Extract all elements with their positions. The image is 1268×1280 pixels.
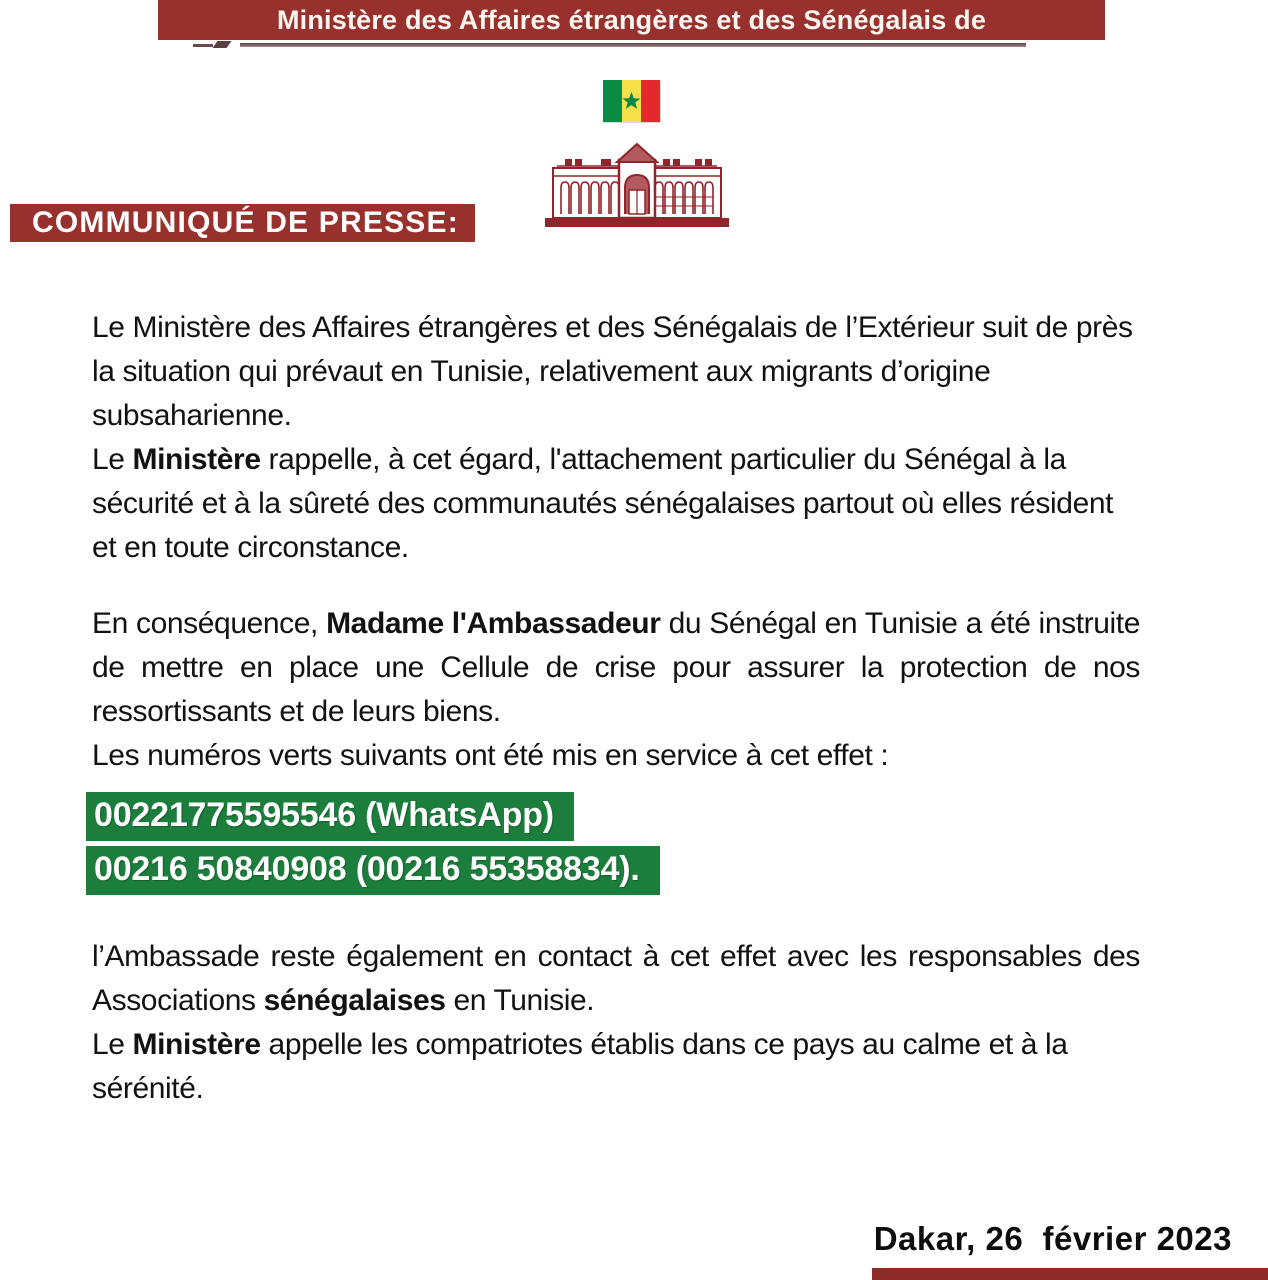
press-release-body <box>92 306 1140 1111</box>
paragraph-ambassade-contact: l’Ambassade reste également en contact à cet effet avec les responsables des Associations sénégalaises en Tunisie. <box>92 940 1140 1017</box>
ministry-building-icon <box>543 142 731 228</box>
paragraph-rappel: Le Ministère rappelle, à cet égard, l'attachement particulier du Sénégal à la sécurité et à la sûreté des communautés sénégalaises partout où elles résident et en toute circonstance. <box>92 443 1114 564</box>
banner-underline-fragment <box>193 44 213 47</box>
press-release-label <box>10 204 475 242</box>
paragraph-numeros-verts-intro: Les numéros verts suivants ont été mis en service à cet effet : <box>92 739 889 772</box>
banner-underline-fragment <box>213 41 232 48</box>
hotline-whatsapp: 00221775595546 (WhatsApp) <box>86 792 574 841</box>
ministry-banner <box>158 0 1105 40</box>
hotline-numbers <box>86 792 1140 895</box>
banner-underline <box>240 43 1026 47</box>
senegal-flag-icon <box>603 80 660 122</box>
paragraph-situation: Le Ministère des Affaires étrangères et des Sénégalais de l’Extérieur suit de près la situation qui prévaut en Tunisie, relativement aux migrants d’origine subsaharienne. <box>92 311 1133 432</box>
hotline-tunisia: 00216 50840908 (00216 55358834). <box>86 846 660 895</box>
footer-red-bar <box>872 1268 1268 1280</box>
ministry-banner-title: Ministère des Affaires étrangères et des Sénégalais de <box>276 5 987 35</box>
paragraph-appel-au-calme: Le Ministère appelle les compatriotes établis dans ce pays au calme et à la sérénité. <box>92 1028 1068 1105</box>
paragraph-cellule-de-crise: En conséquence, Madame l'Ambassadeur du Sénégal en Tunisie a été instruite de mettre en place une Cellule de crise pour assurer la protection de nos ressortissants et de leurs biens. <box>92 607 1141 728</box>
dateline: Dakar, 26 février 2023 <box>873 1220 1232 1257</box>
press-release-label-text: COMMUNIQUÉ DE PRESSE: <box>32 206 459 239</box>
